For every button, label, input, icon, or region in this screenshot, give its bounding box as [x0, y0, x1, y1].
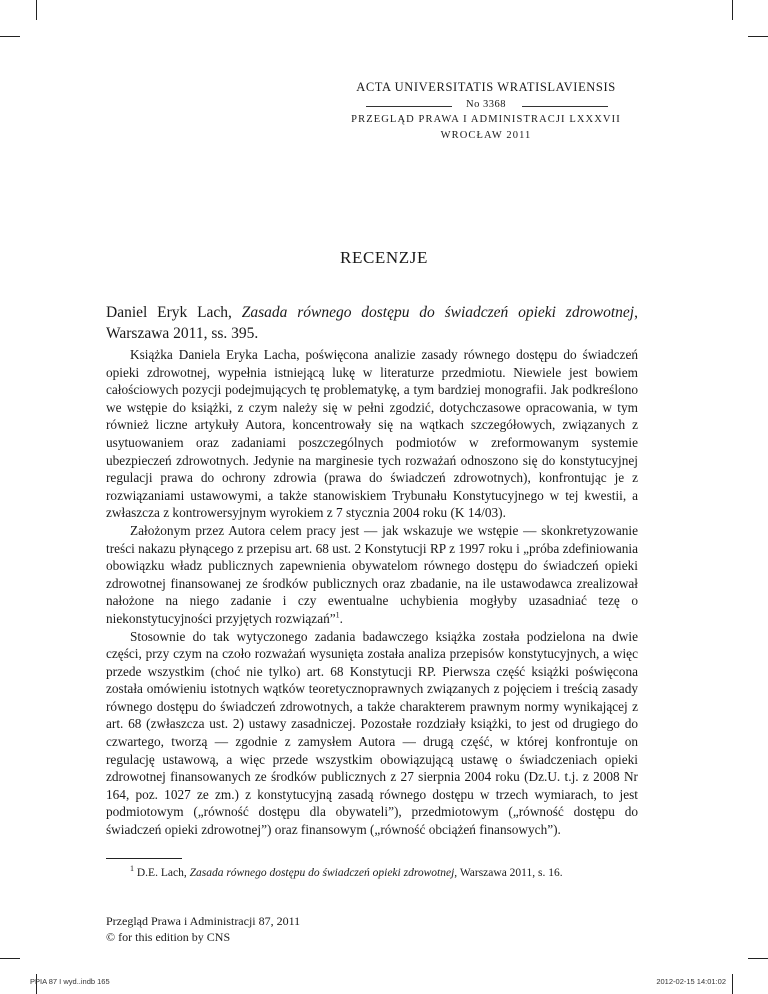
- imprint: [106, 913, 300, 945]
- journal-name: ACTA UNIVERSITATIS WRATISLAVIENSIS: [356, 80, 616, 94]
- paragraph-end: .: [339, 610, 343, 626]
- review-body: [106, 346, 638, 839]
- paragraph: [106, 522, 638, 628]
- imprint-journal: Przegląd Prawa i Administracji 87, 2011: [106, 914, 301, 928]
- footnote-title: Zasada równego dostępu do świadczeń opieki zdrowotnej: [189, 867, 455, 879]
- print-slug-file: PPIA 87 I wyd..indb 165: [30, 977, 110, 986]
- section-title: RECENZJE: [340, 248, 428, 267]
- series-title: PRZEGLĄD PRAWA I ADMINISTRACJI LXXXVII: [351, 114, 621, 125]
- crop-mark: [0, 36, 20, 37]
- crop-mark: [36, 0, 37, 20]
- issue-number-line: [326, 99, 646, 113]
- footnote-suffix: , Warszawa 2011, s. 16.: [454, 867, 563, 879]
- crop-mark: [732, 0, 733, 20]
- footnote-number: 1: [130, 864, 134, 874]
- footnote: [106, 866, 638, 881]
- paragraph: Książka Daniela Eryka Lacha, poświęcona analizie zasady równego dostępu do świadczeń opieki zdrowotnej, wypełnia istniejącą lukę w literaturze przedmiotu. Niewiele jest bowiem całościowych pozycji podejmujących tę problematykę, a tym bardziej monografii. Jak podkreślono we wstępie do książki, z czym należy się w pełni zgodzić, dotychczasowe opracowania, w tym również liczne artykuły Autora, koncentrowały się na wątkach szczegółowych, związanych z usytuowaniem oraz zadaniami poszczególnych podmiotów w zreformowanym systemie ubezpieczeń zdrowotnych. Jedynie na marginesie tych rozważań odnoszono się do konstytucyjnej regulacji prawa do ochrony zdrowia (prawa do świadczeń zdrowotnych), konfrontując je z rozwiązaniami ustawowymi, a także stanowiskiem Trybunału Konstytucyjnego w tej kwestii, a zwłaszcza z kontrowersyjnym wyrokiem z 7 stycznia 2004 roku (K 14/03).: [106, 347, 638, 521]
- crop-mark: [748, 36, 768, 37]
- crop-mark: [748, 958, 768, 959]
- rule-right: [522, 106, 608, 107]
- crop-mark: [732, 974, 733, 994]
- paragraph-text: Założonym przez Autora celem pracy jest — jak wskazuje we wstępie — skonkretyzowanie treści nakazu płynącego z przepisu art. 68 ust. 2 Konstytucji RP z 1997 roku i „próba zdefiniowania obowiązku władz publicznych zapewnienia obywatelom równego dostępu do świadczeń opieki zdrowotnej finansowanej ze środków publicznych oraz zbadanie, na ile ustawodawca zrealizował nałożone na niego zadanie i czy ewentualne uchybienia mogłyby uzasadniać tezę o niekonstytucyjności przyjętych rozwiązań”: [106, 522, 638, 626]
- footnote-reference: 1: [335, 610, 340, 620]
- paragraph: Stosownie do tak wytyczonego zadania badawczego książka została podzielona na dwie części, przy czym na czoło rozważań wysunięta została analiza przepisów konstytucyjnych, a więc przede wszystkim (choć nie tylko) art. 68 Konstytucji RP. Pierwsza część książki poświęcona została omówieniu istotnych wątków teoretycznoprawnych związanych z pojęciem i treścią zasady równego dostępu do świadczeń zdrowotnych, a także charakterem prawnym normy wynikającej z art. 68 (zwłaszcza ust. 2) ustawy zasadniczej. Pozostałe rozdziały książki, to jest od drugiego do czwartego, tworzą — zgodnie z zamysłem Autora — drugą część, w której konfrontuje on regulację ustawową, a więc przede wszystkim obowiązującą ustawę o świadczeniach opieki zdrowotnej finansowanych ze środków publicznych z 27 sierpnia 2004 roku (Dz.U. t.j. z 2008 Nr 164, poz. 1027 ze zm.) z konstytucyjną zasadą równego dostępu w trzech wymiarach, to jest podmiotowym („równość dostępu dla obywateli”), przedmiotowym („równość dostępu do świadczeń opieki zdrowotnej”) oraz finansowym („równość obciążeń finansowych”).: [106, 628, 638, 838]
- crop-mark: [0, 958, 20, 959]
- footnote-separator: [106, 858, 182, 859]
- print-slug-timestamp: 2012-02-15 14:01:02: [656, 977, 726, 986]
- footnote-prefix: D.E. Lach,: [136, 867, 187, 879]
- book-reference: [106, 302, 638, 344]
- issue-number: No 3368: [466, 99, 506, 110]
- book-author: Daniel Eryk Lach,: [106, 304, 232, 321]
- book-title: Zasada równego dostępu do świadczeń opieki zdrowotnej: [241, 304, 635, 321]
- imprint-copyright: © for this edition by CNS: [106, 930, 231, 944]
- book-publication: , Warszawa 2011, ss. 395.: [106, 304, 638, 342]
- city-year: WROCŁAW 2011: [440, 130, 532, 141]
